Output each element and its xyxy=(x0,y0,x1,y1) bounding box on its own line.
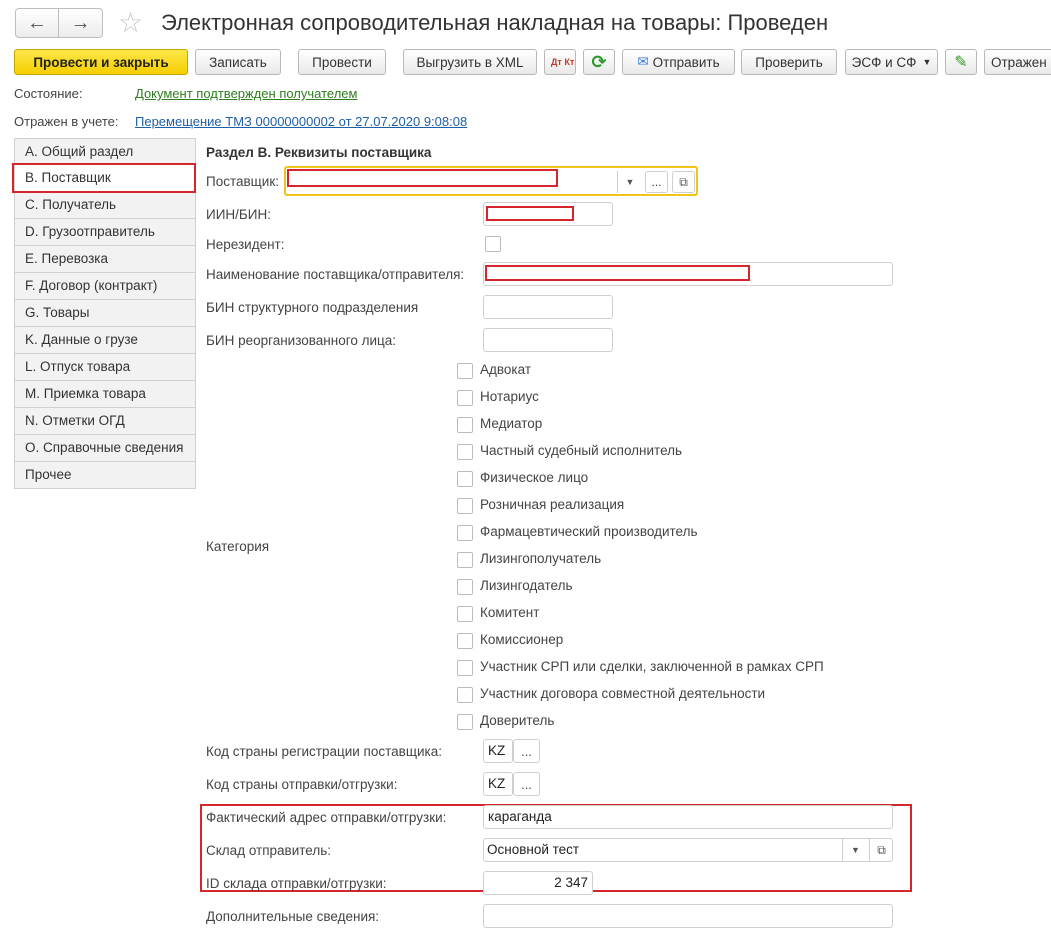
refresh-button[interactable] xyxy=(583,49,615,75)
sidebar-item[interactable]: G. Товары xyxy=(14,300,196,327)
bin-structural-label: БИН структурного подразделения xyxy=(206,300,419,315)
warehouse-field[interactable] xyxy=(483,838,893,862)
arrow-right-icon: → xyxy=(70,11,91,34)
warehouse-value: Основной тест xyxy=(487,842,580,857)
sidebar-item[interactable]: E. Перевозка xyxy=(14,246,196,273)
warehouse-label: Склад отправитель: xyxy=(206,843,332,858)
ship-country-select-button[interactable]: ... xyxy=(513,772,540,796)
warehouse-open-icon[interactable]: ⧉ xyxy=(869,839,893,861)
forward-button[interactable] xyxy=(59,8,103,38)
category-checkbox-label: Комиссионер xyxy=(480,632,564,647)
ship-country-label: Код страны отправки/отгрузки: xyxy=(206,777,398,792)
esf-sf-dropdown[interactable] xyxy=(845,49,938,75)
dt-kt-icon: Дт Кт xyxy=(551,56,575,67)
accounting-label: Отражен в учете: xyxy=(14,114,119,129)
edit-button[interactable] xyxy=(945,49,977,75)
export-xml-button[interactable]: Выгрузить в XML xyxy=(403,49,537,75)
esf-sf-label: ЭСФ и СФ xyxy=(851,54,917,70)
category-checkbox[interactable] xyxy=(457,498,473,514)
actual-address-label: Фактический адрес отправки/отгрузки: xyxy=(206,810,447,825)
sidebar-item[interactable]: N. Отметки ОГД xyxy=(14,408,196,435)
send-label: Отправить xyxy=(652,54,720,70)
sidebar-item[interactable]: F. Договор (контракт) xyxy=(14,273,196,300)
supplier-dropdown-arrow-icon[interactable]: ▼ xyxy=(617,171,642,193)
supplier-select-button[interactable]: ... xyxy=(645,171,668,193)
nonresident-checkbox[interactable] xyxy=(485,236,501,252)
iin-bin-field[interactable] xyxy=(483,202,613,226)
category-checkbox-label: Нотариус xyxy=(480,389,539,404)
sidebar-item[interactable]: A. Общий раздел xyxy=(14,138,196,165)
category-checkbox[interactable] xyxy=(457,579,473,595)
post-button[interactable]: Провести xyxy=(298,49,386,75)
category-checkbox[interactable] xyxy=(457,687,473,703)
reg-country-label: Код страны регистрации поставщика: xyxy=(206,744,442,759)
category-checkbox-label: Лизингополучатель xyxy=(480,551,602,566)
bin-reorg-label: БИН реорганизованного лица: xyxy=(206,333,397,348)
category-checkbox-label: Участник СРП или сделки, заключенной в рамках СРП xyxy=(480,659,824,674)
warehouse-id-field[interactable]: 2 347 xyxy=(483,871,593,895)
section-title: Раздел B. Реквизиты поставщика xyxy=(206,145,432,160)
ship-country-field[interactable]: KZ xyxy=(483,772,513,796)
category-checkbox-label: Участник договора совместной деятельности xyxy=(480,686,766,701)
open-form-icon[interactable]: ⧉ xyxy=(672,171,695,193)
category-checkbox-label: Частный судебный исполнитель xyxy=(480,443,683,458)
warehouse-id-label: ID склада отправки/отгрузки: xyxy=(206,876,387,891)
back-button[interactable] xyxy=(15,8,59,38)
accounting-link[interactable]: Перемещение ТМЗ 00000000002 от 27.07.2020 9:08:08 xyxy=(135,114,468,129)
category-checkbox-label: Комитент xyxy=(480,605,540,620)
category-checkbox-label: Физическое лицо xyxy=(480,470,589,485)
category-checkbox-label: Медиатор xyxy=(480,416,543,431)
category-checkbox[interactable] xyxy=(457,417,473,433)
pencil-icon: ✎ xyxy=(954,54,968,71)
sidebar-item[interactable]: L. Отпуск товара xyxy=(14,354,196,381)
favorite-star-icon[interactable]: ☆ xyxy=(118,7,144,38)
category-checkbox[interactable] xyxy=(457,714,473,730)
supplier-name-label: Наименование поставщика/отправителя: xyxy=(206,267,465,282)
category-checkbox[interactable] xyxy=(457,633,473,649)
category-checkbox[interactable] xyxy=(457,390,473,406)
sidebar-item[interactable]: Прочее xyxy=(14,462,196,489)
check-button[interactable]: Проверить xyxy=(741,49,837,75)
additional-label: Дополнительные сведения: xyxy=(206,909,380,924)
category-checkbox[interactable] xyxy=(457,606,473,622)
category-checkbox[interactable] xyxy=(457,525,473,541)
reflect-button[interactable]: Отражен xyxy=(984,49,1051,75)
category-checkbox-label: Адвокат xyxy=(480,362,532,377)
category-checkbox-label: Фармацевтический производитель xyxy=(480,524,698,539)
send-mail-icon: ✉ xyxy=(637,54,649,69)
bin-reorg-field[interactable] xyxy=(483,328,613,352)
warehouse-dropdown-arrow-icon[interactable]: ▼ xyxy=(842,839,868,861)
category-checkbox[interactable] xyxy=(457,471,473,487)
category-checkbox[interactable] xyxy=(457,444,473,460)
save-button[interactable]: Записать xyxy=(195,49,281,75)
nonresident-label: Нерезидент: xyxy=(206,237,285,252)
sidebar-item[interactable]: D. Грузоотправитель xyxy=(14,219,196,246)
actual-address-field[interactable]: караганда xyxy=(483,805,893,829)
sidebar-item[interactable]: O. Справочные сведения xyxy=(14,435,196,462)
arrow-left-icon: ← xyxy=(27,11,47,34)
category-checkbox-label: Доверитель xyxy=(480,713,555,728)
category-checkbox[interactable] xyxy=(457,660,473,676)
category-checkbox[interactable] xyxy=(457,552,473,568)
state-link[interactable]: Документ подтвержден получателем xyxy=(135,86,358,101)
dt-kt-button[interactable] xyxy=(544,49,576,75)
sidebar-item[interactable]: C. Получатель xyxy=(14,192,196,219)
supplier-field[interactable] xyxy=(284,166,698,196)
additional-field[interactable] xyxy=(483,904,893,928)
sidebar-item[interactable]: M. Приемка товара xyxy=(14,381,196,408)
post-and-close-button[interactable]: Провести и закрыть xyxy=(14,49,188,75)
category-label: Категория xyxy=(206,539,270,554)
send-button[interactable] xyxy=(622,49,735,75)
dropdown-arrow-icon: ▼ xyxy=(922,57,932,67)
supplier-label: Поставщик: xyxy=(206,174,279,189)
refresh-icon: ⟳ xyxy=(591,51,607,72)
bin-structural-field[interactable] xyxy=(483,295,613,319)
sidebar-item[interactable]: B. Поставщик xyxy=(14,165,196,192)
reg-country-field[interactable]: KZ xyxy=(483,739,513,763)
sidebar-item[interactable]: K. Данные о грузе xyxy=(14,327,196,354)
state-label: Состояние: xyxy=(14,86,83,101)
category-checkbox[interactable] xyxy=(457,363,473,379)
window-title: Электронная сопроводительная накладная на товары: Проведен xyxy=(161,10,829,35)
supplier-name-field[interactable] xyxy=(483,262,893,286)
category-checkbox-label: Розничная реализация xyxy=(480,497,625,512)
iin-bin-label: ИИН/БИН: xyxy=(206,207,271,222)
category-checkbox-label: Лизингодатель xyxy=(480,578,573,593)
section-nav xyxy=(14,138,196,489)
reg-country-select-button[interactable]: ... xyxy=(513,739,540,763)
